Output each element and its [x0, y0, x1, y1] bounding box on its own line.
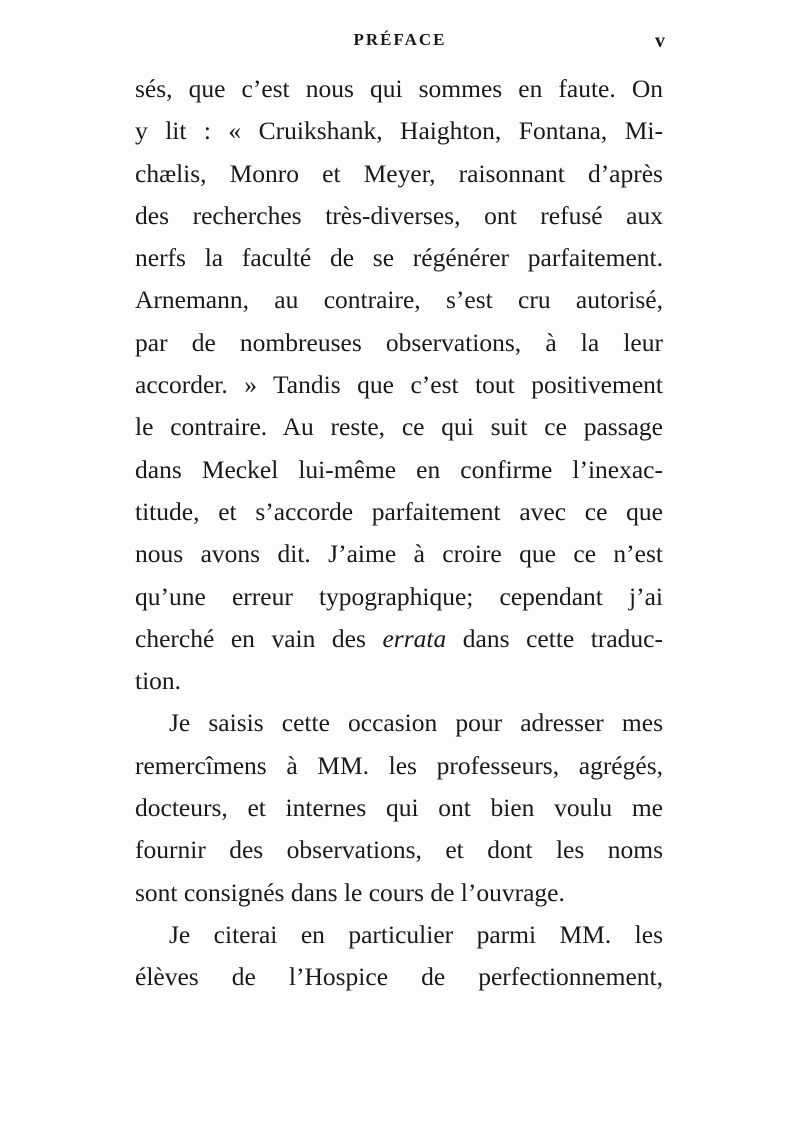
- text-line-with-italic: [135, 618, 663, 660]
- text-line: Je citerai en particulier parmi MM. les: [169, 919, 663, 949]
- running-title: PRÉFACE: [353, 30, 447, 49]
- body-text: [135, 68, 663, 999]
- text-line: nous avons dit. J’aime à croire que ce n’est: [135, 539, 663, 569]
- text-line: remercîmens à MM. les professeurs, agrégés,: [135, 750, 663, 780]
- text-line: sés, que c’est nous qui sommes en faute. On: [135, 74, 663, 103]
- text-line: y lit : « Cruikshank, Haighton, Fontana, Mi-: [135, 116, 663, 146]
- text-line: élèves de l’Hospice de perfectionnement,: [135, 962, 663, 992]
- text-line: dans Meckel lui-même en confirme l’inexac-: [135, 454, 663, 484]
- text-line: des recherches très-diverses, ont refusé aux: [135, 200, 663, 230]
- italic-term: errata: [382, 623, 447, 653]
- running-head: [0, 30, 800, 56]
- text-line: qu’une erreur typographique; cependant j’ai: [135, 581, 663, 611]
- text-line: docteurs, et internes qui ont bien voulu me: [135, 793, 663, 823]
- text-segment: dans cette traduc-: [446, 623, 663, 653]
- text-line: Je saisis cette occasion pour adresser mes: [169, 708, 663, 738]
- text-line: chælis, Monro et Meyer, raisonnant d’après: [135, 158, 663, 188]
- text-line: Arnemann, au contraire, s’est cru autorisé,: [135, 285, 663, 315]
- text-line: fournir des observations, et dont les noms: [135, 835, 663, 865]
- text-line: par de nombreuses observations, à la leur: [135, 327, 663, 357]
- paragraph-1: [135, 68, 663, 702]
- text-segment: cherché en vain des: [135, 623, 383, 653]
- text-line: nerfs la faculté de se régénérer parfaitement.: [135, 243, 663, 273]
- text-line: accorder. » Tandis que c’est tout positivement: [135, 370, 663, 400]
- page-number: v: [655, 30, 665, 52]
- text-line: le contraire. Au reste, ce qui suit ce passage: [135, 412, 663, 442]
- text-line: titude, et s’accorde parfaitement avec ce que: [135, 496, 663, 526]
- text-line-last: sont consignés dans le cours de l’ouvrage.: [135, 877, 565, 907]
- paragraph-3: [135, 914, 663, 999]
- paragraph-2: [135, 702, 663, 913]
- text-line-last: tion.: [135, 666, 182, 696]
